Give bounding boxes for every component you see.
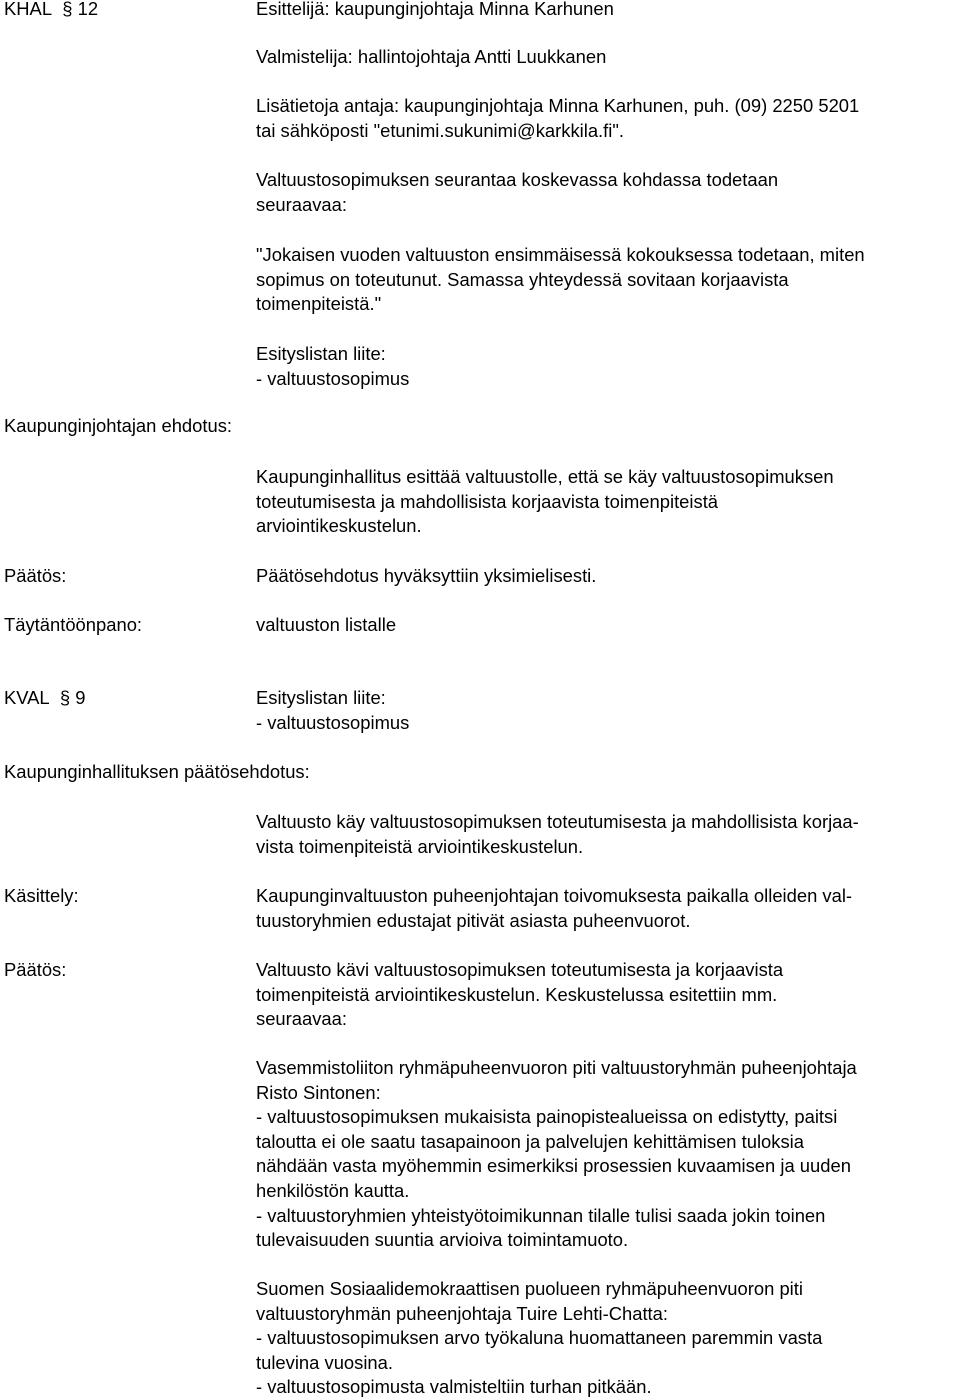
preparer-line: Valmistelija: hallintojohtaja Antti Luukkanen bbox=[256, 46, 607, 67]
attachment-item: - valtuustosopimus bbox=[256, 367, 410, 389]
kval-code: KVAL bbox=[4, 687, 50, 708]
statement-line: - valtuustosopimuksen arvo työkaluna huomattaneen paremmin vasta bbox=[256, 1327, 823, 1349]
statement-line: Risto Sintonen: bbox=[256, 1081, 381, 1103]
statement-line: - valtuustosopimusta valmisteltiin turhan pitkään. bbox=[256, 1376, 652, 1398]
kval-decision-paragraph bbox=[256, 958, 956, 1032]
handling-line: tuustoryhmien edustajat pitivät asiasta puheenvuorot. bbox=[256, 909, 691, 931]
quote-line: toimenpiteistä." bbox=[256, 293, 382, 315]
khal-section-header bbox=[4, 0, 98, 22]
khal-code: KHAL bbox=[4, 0, 53, 19]
intro-line: Valtuustosopimuksen seurantaa koskevassa kohdassa todetaan bbox=[256, 169, 779, 190]
kval-number: 9 bbox=[75, 687, 86, 708]
attachment-label: Esityslistan liite: bbox=[256, 687, 386, 708]
quote-line: sopimus on toteutunut. Samassa yhteydessä sovitaan korjaavista bbox=[256, 268, 789, 290]
khal-attachment bbox=[256, 342, 956, 391]
sdp-statement bbox=[256, 1277, 956, 1400]
decision-line: toimenpiteistä arviointikeskustelun. Keskustelussa esitettiin mm. bbox=[256, 983, 778, 1005]
section-mark: § bbox=[62, 0, 73, 19]
left-alliance-statement bbox=[256, 1056, 956, 1253]
statement-line: valtuustoryhmän puheenjohtaja Tuire Lehti-Chatta: bbox=[256, 1302, 669, 1324]
implementation-label: Täytäntöönpano: bbox=[4, 614, 143, 635]
kval-decision-label: Päätös: bbox=[4, 959, 67, 980]
handling-line: Kaupunginvaltuuston puheenjohtajan toivomuksesta paikalla olleiden val- bbox=[256, 885, 853, 906]
attachment-label: Esityslistan liite: bbox=[256, 343, 386, 364]
proposal-line: vista toimenpiteistä arviointikeskustelun. bbox=[256, 835, 584, 857]
khal-decision-label: Päätös: bbox=[4, 565, 67, 586]
handling-paragraph bbox=[256, 884, 956, 933]
quote-paragraph bbox=[256, 243, 956, 317]
statement-line: taloutta ei ole saatu tasapainoon ja palvelujen kehittämisen tuloksia bbox=[256, 1130, 804, 1152]
decision-line: Valtuusto kävi valtuustosopimuksen toteutumisesta ja korjaavista bbox=[256, 959, 784, 980]
kval-proposal-paragraph bbox=[256, 810, 956, 859]
implementation-text: valtuuston listalle bbox=[256, 614, 397, 635]
quote-line: "Jokaisen vuoden valtuuston ensimmäisessä kokouksessa todetaan, miten bbox=[256, 244, 865, 265]
intro-paragraph bbox=[256, 168, 956, 217]
presenter-line: Esittelijä: kaupunginjohtaja Minna Karhunen bbox=[256, 0, 614, 19]
statement-line: - valtuustoryhmien yhteistyötoimikunnan tilalle tulisi saada jokin toinen bbox=[256, 1204, 826, 1226]
khal-decision-text: Päätösehdotus hyväksyttiin yksimielisesti. bbox=[256, 565, 597, 586]
statement-line: nähdään vasta myöhemmin esimerkiksi prosessien kuvaamisen ja uuden bbox=[256, 1155, 851, 1177]
proposal-line: toteutumisesta ja mahdollisista korjaavista toimenpiteistä bbox=[256, 490, 719, 512]
info-line: Lisätietoja antaja: kaupunginjohtaja Minna Karhunen, puh. (09) 2250 5201 bbox=[256, 95, 860, 116]
statement-line: Vasemmistoliiton ryhmäpuheenvuoron piti valtuustoryhmän puheenjohtaja bbox=[256, 1057, 857, 1078]
decision-line: seuraavaa: bbox=[256, 1008, 347, 1030]
info-paragraph bbox=[256, 94, 956, 143]
kval-proposal-label: Kaupunginhallituksen päätösehdotus: bbox=[4, 761, 310, 782]
proposal-line: Kaupunginhallitus esittää valtuustolle, että se käy valtuustosopimuksen bbox=[256, 466, 834, 487]
khal-proposal-paragraph bbox=[256, 465, 956, 539]
statement-line: tulevina vuosina. bbox=[256, 1351, 393, 1373]
proposal-line: Valtuusto käy valtuustosopimuksen toteutumisesta ja mahdollisista korjaa- bbox=[256, 811, 859, 832]
statement-line: - valtuustosopimuksen mukaisista painopistealueissa on edistytty, paitsi bbox=[256, 1106, 838, 1128]
section-mark: § bbox=[59, 687, 71, 708]
handling-label: Käsittely: bbox=[4, 885, 79, 906]
info-line: tai sähköposti "etunimi.sukunimi@karkkila.fi". bbox=[256, 119, 625, 141]
statement-line: henkilöstön kautta. bbox=[256, 1179, 410, 1201]
khal-proposal-label: Kaupunginjohtajan ehdotus: bbox=[4, 415, 233, 436]
proposal-line: arviointikeskustelun. bbox=[256, 515, 422, 537]
kval-section-header bbox=[4, 686, 86, 711]
statement-line: tulevaisuuden suuntia arvioiva toimintamuoto. bbox=[256, 1229, 629, 1251]
kval-attachment bbox=[256, 686, 956, 735]
attachment-item: - valtuustosopimus bbox=[256, 711, 410, 733]
statement-line: Suomen Sosiaalidemokraattisen puolueen ryhmäpuheenvuoron piti bbox=[256, 1278, 803, 1299]
intro-line: seuraavaa: bbox=[256, 193, 347, 215]
khal-number: 12 bbox=[77, 0, 99, 19]
